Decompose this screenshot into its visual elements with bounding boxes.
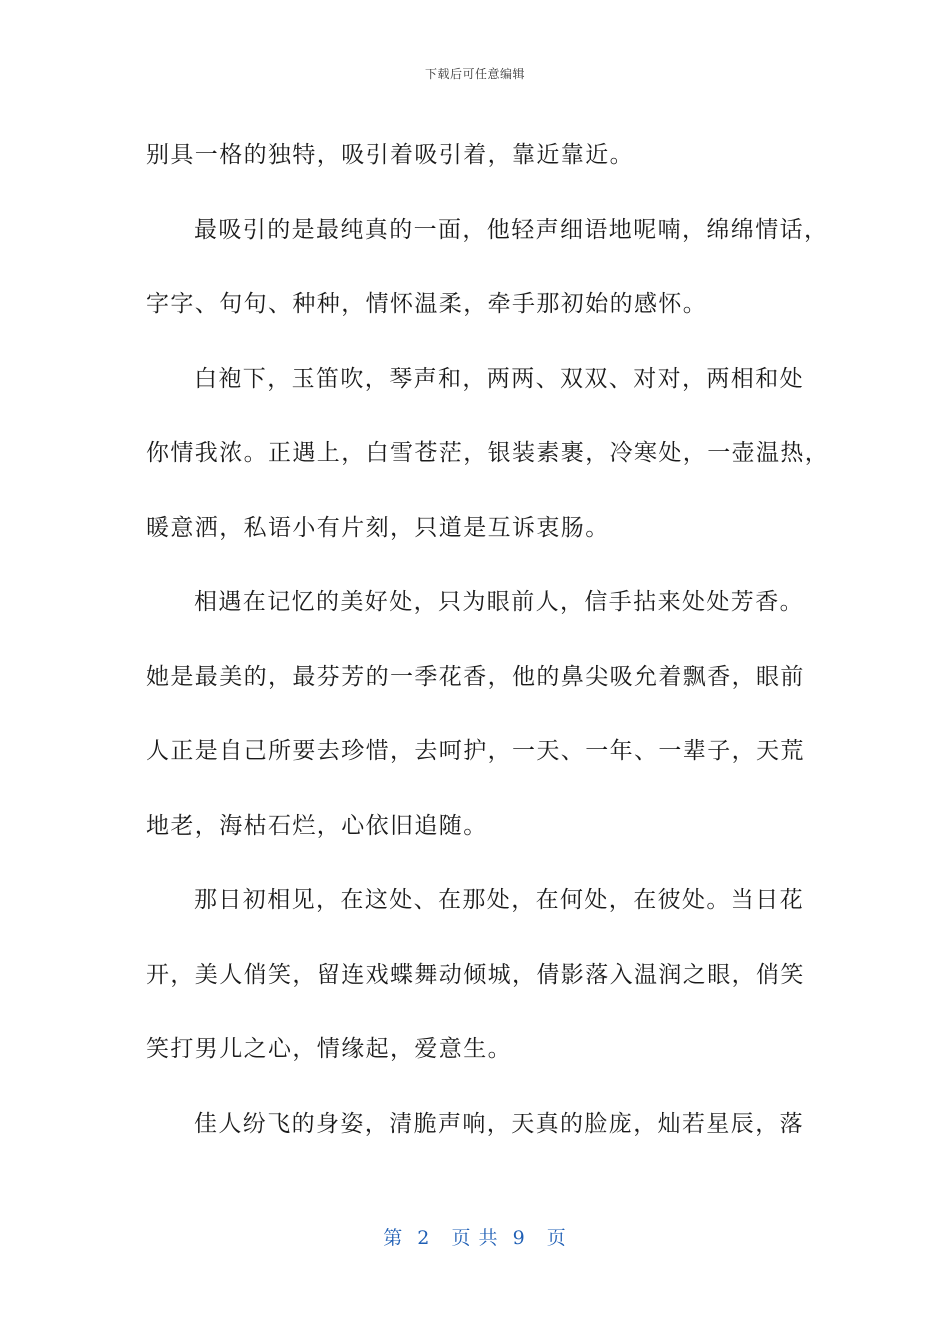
text-line: 人正是自己所要去珍惜，去呵护，一天、一年、一辈子，天荒 — [146, 738, 805, 764]
text-line: 你情我浓。正遇上，白雪苍茫，银装素裹，冷寒处，一壶温热， — [146, 440, 830, 466]
text-line: 她是最美的，最芬芳的一季花香，他的鼻尖吸允着飘香，眼前 — [146, 663, 805, 690]
text-line: 佳人纷飞的身姿，清脆声响，天真的脸庞，灿若星辰，落 — [194, 1110, 804, 1137]
page-number-footer — [0, 1226, 950, 1250]
text-line: 别具一格的独特，吸引着吸引着，靠近靠近。 — [146, 142, 634, 168]
text-line: 暖意洒，私语小有片刻，只道是互诉衷肠。 — [146, 514, 610, 541]
text-line: 笑打男儿之心，情缘起，爱意生。 — [146, 1036, 512, 1062]
page-number-label: 第 2 页 共 9 页 — [383, 1227, 567, 1249]
page-header-note: 下载后可任意编辑 — [424, 67, 525, 81]
document-body — [146, 118, 830, 1161]
text-line: 最吸引的是最纯真的一面，他轻声细语地呢喃，绵绵情话， — [194, 216, 829, 243]
text-line: 地老，海枯石烂，心依旧追随。 — [146, 812, 488, 839]
text-line: 相遇在记忆的美好处，只为眼前人，信手拈来处处芳香。 — [194, 589, 804, 615]
text-line: 字字、句句、种种，情怀温柔，牵手那初始的感怀。 — [146, 291, 708, 317]
text-line: 开，美人俏笑，留连戏蝶舞动倾城，倩影落入温润之眼，俏笑 — [146, 961, 805, 988]
text-line: 白袍下，玉笛吹，琴声和，两两、双双、对对，两相和处 — [194, 365, 804, 392]
text-line: 那日初相见，在这处、在那处，在何处，在彼处。当日花 — [194, 887, 804, 913]
